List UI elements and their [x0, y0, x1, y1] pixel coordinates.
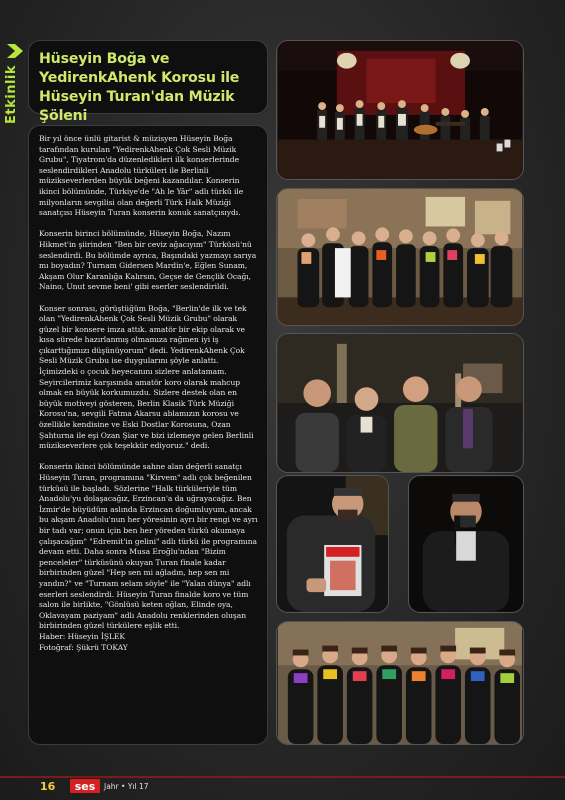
chevron-right-icon — [7, 44, 23, 58]
ses-logo — [70, 779, 100, 793]
issue-info: Jahr • Yıl 17 — [104, 782, 149, 791]
page-number: 16 — [40, 780, 56, 793]
footer-divider — [0, 776, 565, 778]
four-people-image — [277, 334, 523, 472]
women-choir-photo — [276, 621, 524, 745]
man-with-magazine-image — [277, 476, 388, 612]
singer-microphone-image — [409, 476, 523, 612]
title-panel — [28, 40, 268, 124]
singer-microphone-photo — [408, 475, 524, 613]
article-paragraph: Bir yıl önce ünlü gitarist & müzisyen Hüseyin Boğa tarafından kurulan "YedirenkAhenk Çok Sesli Müzik Grubu", Tiyatrom'da düzenledikleri ilk konserlerinde seslendirdikleri Anadolu türküleri ile Berlinli müzikseverlerden büyük beğeni kazandılar. Konserin ikinci bölümünde, Türkiye'de "Ah le Yâr" adlı türkü ile milyonların sevgilisi olan değerli Türk Halk Müziği sanatçısı Hüseyin Turan konserin konuk sanatçısıydı. — [39, 134, 244, 218]
article-paragraph: Konserin ikinci bölümünde sahne alan değerli sanatçı Hüseyin Turan, programına "Kirvem" adlı çok beğenilen türküsü ile başladı. Sözlerine "Halk türküleriyle tüm Anadolu'yu dolaşacağız, Erzincan'a da uğrayacağız. Ben İzmir'de büyüdüm aslında Erzincan doğumluyum, ancak bu akşam Anadolu'nun her yöresinin ayrı bir rengi ve ayrı bir tadı var; onun için ben her yöreden türkü okumaya çalışacağım" "Edremit'in gelini" adlı türkü ile programına devam etti. Daha sonra Musa Eroğlu'ndan "Bizim penceleler" türküsünü okuyan Turan finale kadar birbirinden güzel "Hep sen mi ağladın, hep sen mi yandın?" ve "Turnam selam söyle" ile "Yalan dünya" adlı eserleri seslendirdi. Hüseyin Turan finalde koro ve tüm salon ile birlikte, "Gönlüsü keten oğlan, Elinde oya, Oklavayam paziyam" adlı Anadolu renklerinden oluşan birbirinden güzel türkülere eşlik etti. — [39, 462, 258, 631]
article-paragraph: Konserin birinci bölümünde, Hüseyin Boğa, Nazım Hikmet'in şiirinden "Ben bir ceviz ağacıyım" Türküsü'nü seslendirdi. Bu bölümde ayrıca, Başındaki yazmayı sarıya mı boyadın? Turnam Gidersen Mardin'e, Eğlen Sunam, Akşam Olur Karanlığa Kalırsın, Geçse de Gençlik Ocağı, Naino, Unut sevme beni' gibi eserler seslendirildi. — [39, 229, 257, 292]
group-photo-gallery — [276, 188, 524, 326]
article-paragraph: Konser sonrası, görüştüğüm Boğa, "Berlin'de ilk ve tek olan "YedirenkAhenk Çok Sesli Müzik Grubu" olarak güzel bir konsere imza attık. amatör bir ekip olarak ve kısa sürede hazırlanmış olmamıza rağmen iyi iş çıkarttığımızı düşünüyorum" dedi. YedirenkAhenk Çok Sesli Müzik Grubu ise duygularını şöyle anlattı. İçimizdeki o çocuk heyecanını sizlere anlatamam. Seyircilerimiz karşısında amatör koro olarak mahcup olmak en büyük korkumuzdu. Sizlere destek olan en büyük motiveyi gösteren, Berlin Klasik Türk Müziği Korosu'na, sevgili Fatma Akarsu ablamızın korosu ve özellikle kendisine ve Eski Dostlar Korosuna, Ozan Şahturna ile eşi Ozan Şiar ve bizi izlemeye gelen Berlinli müzikseverlere çok teşekkür ediyoruz." dedi. — [39, 303, 254, 451]
article-title: Hüseyin Boğa ve YedirenkAhenk Korosu ile Hüseyin Turan'dan Müzik Şöleni — [39, 51, 240, 124]
news-credit: Haber: Hüseyin İŞLEK — [39, 631, 125, 641]
four-people-photo — [276, 333, 524, 473]
man-with-magazine-photo — [276, 475, 389, 613]
group-photo-image — [277, 189, 523, 325]
stage-concert-image — [277, 41, 523, 179]
photo-credit: Fotoğraf: Şükrü TOKAY — [39, 642, 128, 652]
section-label — [4, 44, 26, 124]
article-body — [28, 125, 268, 745]
svg-text:ses: ses — [74, 780, 96, 793]
stage-concert-photo — [276, 40, 524, 180]
women-choir-image — [277, 622, 523, 744]
section-label-text: Etkinlik — [4, 64, 19, 124]
